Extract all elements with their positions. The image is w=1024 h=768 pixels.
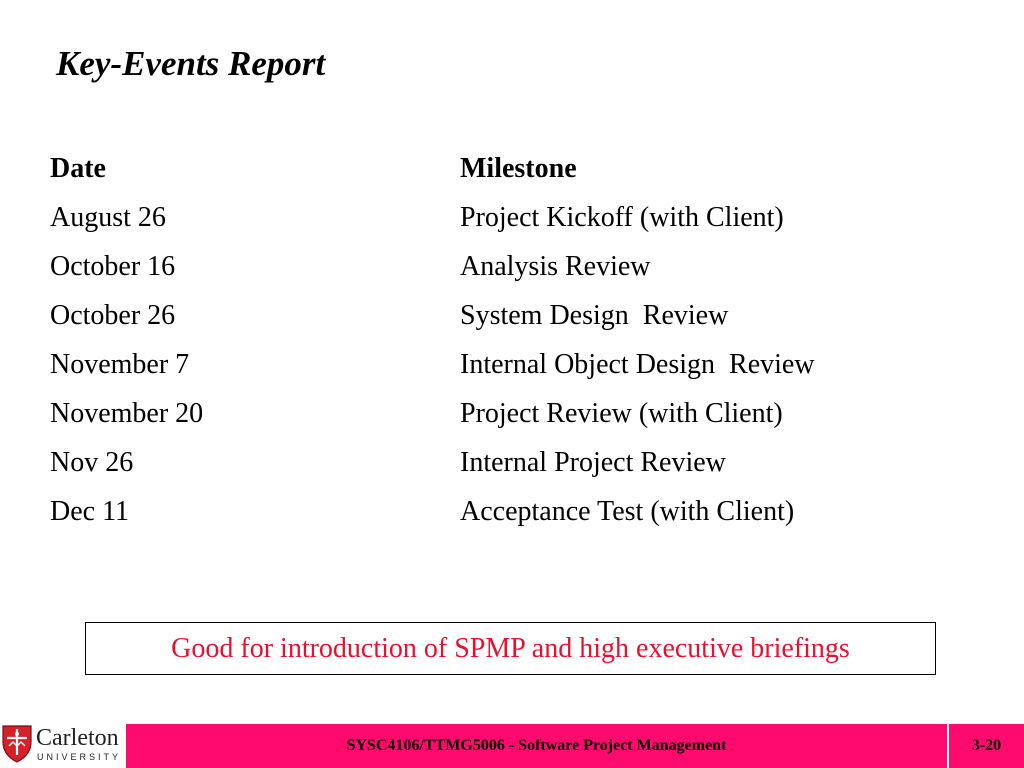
event-date: Nov 26 bbox=[50, 447, 134, 478]
footer-course-title: SYSC4106/TTMG5006 - Software Project Management bbox=[126, 724, 949, 768]
event-milestone: System Design Review bbox=[460, 300, 729, 331]
table-row bbox=[50, 487, 950, 536]
footer-bar bbox=[126, 724, 1024, 768]
event-milestone: Project Review (with Client) bbox=[460, 398, 783, 429]
logo-wordmark: Carleton bbox=[36, 725, 119, 751]
event-date: October 26 bbox=[50, 300, 176, 331]
table-row bbox=[50, 438, 950, 487]
key-events-table bbox=[50, 144, 950, 536]
event-milestone: Acceptance Test (with Client) bbox=[460, 496, 795, 527]
event-date: November 7 bbox=[50, 349, 190, 380]
carleton-crest-icon bbox=[0, 722, 34, 764]
slide-number: 3-20 bbox=[971, 737, 1002, 754]
carleton-university-logo bbox=[0, 722, 124, 768]
event-milestone: Analysis Review bbox=[460, 251, 651, 282]
event-milestone: Project Kickoff (with Client) bbox=[460, 202, 784, 233]
event-date: August 26 bbox=[50, 202, 166, 233]
table-row bbox=[50, 291, 950, 340]
event-date: November 20 bbox=[50, 398, 204, 429]
logo-subtitle: UNIVERSITY bbox=[37, 752, 122, 762]
event-milestone: Internal Object Design Review bbox=[460, 349, 815, 380]
note-callout: Good for introduction of SPMP and high executive briefings bbox=[85, 622, 936, 675]
table-row bbox=[50, 340, 950, 389]
milestone-column-header: Milestone bbox=[460, 153, 577, 184]
table-row bbox=[50, 242, 950, 291]
slide-title: Key-Events Report bbox=[56, 44, 326, 83]
date-column-header: Date bbox=[50, 153, 106, 184]
table-row bbox=[50, 193, 950, 242]
event-milestone: Internal Project Review bbox=[460, 447, 726, 478]
event-date: October 16 bbox=[50, 251, 176, 282]
event-date: Dec 11 bbox=[50, 496, 130, 527]
table-row bbox=[50, 389, 950, 438]
table-header-row bbox=[50, 144, 950, 193]
